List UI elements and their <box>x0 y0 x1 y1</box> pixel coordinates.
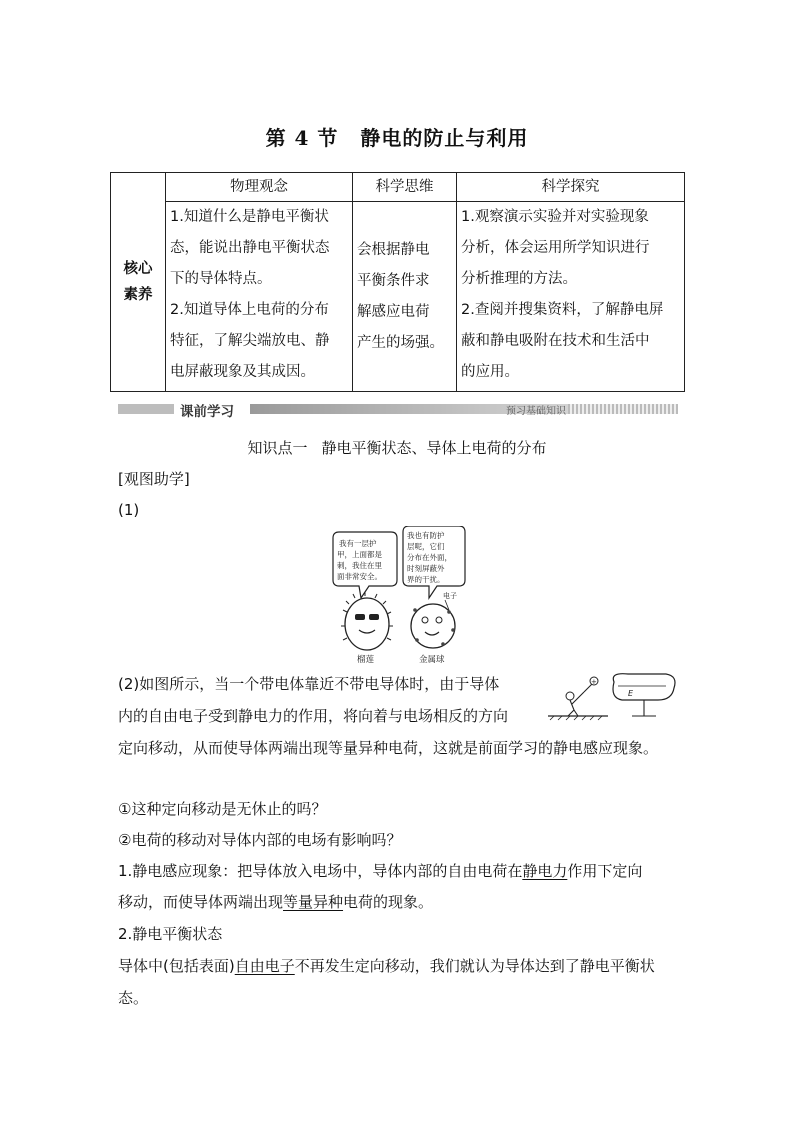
cell-line: 解感应电荷 <box>357 303 430 320</box>
cell-line: 分析推理的方法。 <box>461 271 577 287</box>
eye-icon <box>422 617 428 623</box>
item2-line2: 内的自由电子受到静电力的作用，将向着与电场相反的方向 <box>118 707 509 725</box>
cell-line: 态，能说出静电平衡状态 <box>170 240 330 256</box>
bubble-right-line: 层呢，它们 <box>407 542 445 551</box>
electron-dot <box>451 628 455 632</box>
section-number: 第 4 节 <box>265 126 339 150</box>
row-header <box>111 173 166 392</box>
scientific-thinking-cell <box>353 202 457 392</box>
plus-sign: + <box>591 678 597 686</box>
bubble-left-line: 面非常安全。 <box>337 572 382 581</box>
cell-line: 产生的场强。 <box>357 334 444 351</box>
row-header-line: 素养 <box>123 287 153 303</box>
physics-concept-cell <box>166 202 353 392</box>
electron-dot <box>441 642 445 646</box>
cell-line: 分析，体会运用所学知识进行 <box>461 240 650 256</box>
cell-line: 1.知道什么是静电平衡状 <box>170 209 329 225</box>
point2-text: 不再发生定向移动，我们就认为导体达到了静电平衡状态。 <box>118 957 655 1007</box>
question-2: ②电荷的移动对导体内部的电场有影响吗？ <box>118 831 402 849</box>
banner-right-label: 预习基础知识 <box>506 406 566 417</box>
durian-figure <box>345 598 389 650</box>
point1-line2 <box>118 892 433 912</box>
answer-blank: 静电力 <box>522 862 568 880</box>
scientific-inquiry-cell <box>457 202 685 392</box>
banner-bar <box>118 404 174 414</box>
cell-line: 特征，了解尖端放电、静 <box>170 333 330 349</box>
cell-line: 平衡条件求 <box>357 272 430 289</box>
bubble-right-line: 界的干扰。 <box>407 575 445 584</box>
column-header: 物理观念 <box>166 173 353 202</box>
point2-text: 导体中(包括表面) <box>118 957 235 975</box>
section-banner <box>118 401 678 420</box>
observe-label: [观图助学] <box>118 470 190 488</box>
durian-name: 榴莲 <box>357 655 375 665</box>
conductor-body <box>613 674 675 700</box>
electrostatic-induction-diagram <box>548 672 678 722</box>
cell-line: 2.查阅并搜集资料，了解静电屏 <box>461 302 664 318</box>
bubble-left-line: 甲，上面都是 <box>337 550 382 559</box>
sunglasses-lens <box>369 614 379 620</box>
item1-label: (1) <box>118 501 140 519</box>
bubble-left-line: 我有一层护 <box>339 539 377 548</box>
item2-line1: (2)如图所示，当一个带电体靠近不带电导体时，由于导体 <box>118 675 500 693</box>
eye-icon <box>436 617 442 623</box>
field-label: E <box>628 689 634 698</box>
knowledge-point-number: 知识点一 <box>247 439 308 457</box>
knowledge-point-name: 静电平衡状态、导体上电荷的分布 <box>321 439 547 457</box>
electron-dot <box>447 610 451 614</box>
core-literacy-table <box>110 172 685 392</box>
point1-text: 作用下定向 <box>567 862 643 880</box>
metal-ball-name: 金属球 <box>419 655 445 665</box>
bubble-right-line: 我也有防护 <box>407 531 445 540</box>
point1-text: 移动，而使导体两端出现 <box>118 893 284 911</box>
cell-line: 2.知道导体上电荷的分布 <box>170 302 329 318</box>
cell-line: 会根据静电 <box>357 241 430 258</box>
point1-text: 电荷的现象。 <box>343 893 434 911</box>
column-header: 科学思维 <box>353 173 457 202</box>
section-name: 静电的防止与利用 <box>360 126 529 150</box>
durian-metal-ball-cartoon <box>325 526 475 666</box>
answer-blank: 等量异种 <box>283 893 344 911</box>
sunglasses-icon <box>355 614 365 620</box>
cell-line: 1.观察演示实验并对实验现象 <box>461 209 649 225</box>
page-title <box>0 122 794 151</box>
row-header-line: 核心 <box>123 261 153 277</box>
point2-heading: 2.静电平衡状态 <box>118 925 223 943</box>
bubble-right-line: 分布在外面， <box>407 553 452 562</box>
electron-dot <box>413 608 417 612</box>
electron-dot <box>415 638 419 642</box>
answer-blank: 自由电子 <box>234 957 295 975</box>
bubble-left-line: 刺，我住在里 <box>337 561 382 570</box>
question-1: ①这种定向移动是无休止的吗？ <box>118 800 327 818</box>
cell-line: 蔽和静电吸附在技术和生活中 <box>461 333 650 349</box>
cell-line: 下的导体特点。 <box>170 271 272 287</box>
point2-body <box>118 950 678 1014</box>
knowledge-point-title <box>0 437 794 458</box>
cell-line: 的应用。 <box>461 364 519 380</box>
person-head <box>566 692 574 700</box>
point1-line1 <box>118 861 642 881</box>
item2-rest: 定向移动，从而使导体两端出现等量异种电荷，这就是前面学习的静电感应现象。 <box>118 739 659 757</box>
banner-bar <box>568 404 678 414</box>
point1-text: 1.静电感应现象：把导体放入电场中，导体内部的自由电荷在 <box>118 862 523 880</box>
cell-line: 电屏蔽现象及其成因。 <box>170 364 315 380</box>
banner-label: 课前学习 <box>180 404 234 420</box>
column-header: 科学探究 <box>457 173 685 202</box>
electron-label: 电子 <box>443 592 457 600</box>
bubble-right-line: 时刻屏蔽外 <box>407 564 445 573</box>
